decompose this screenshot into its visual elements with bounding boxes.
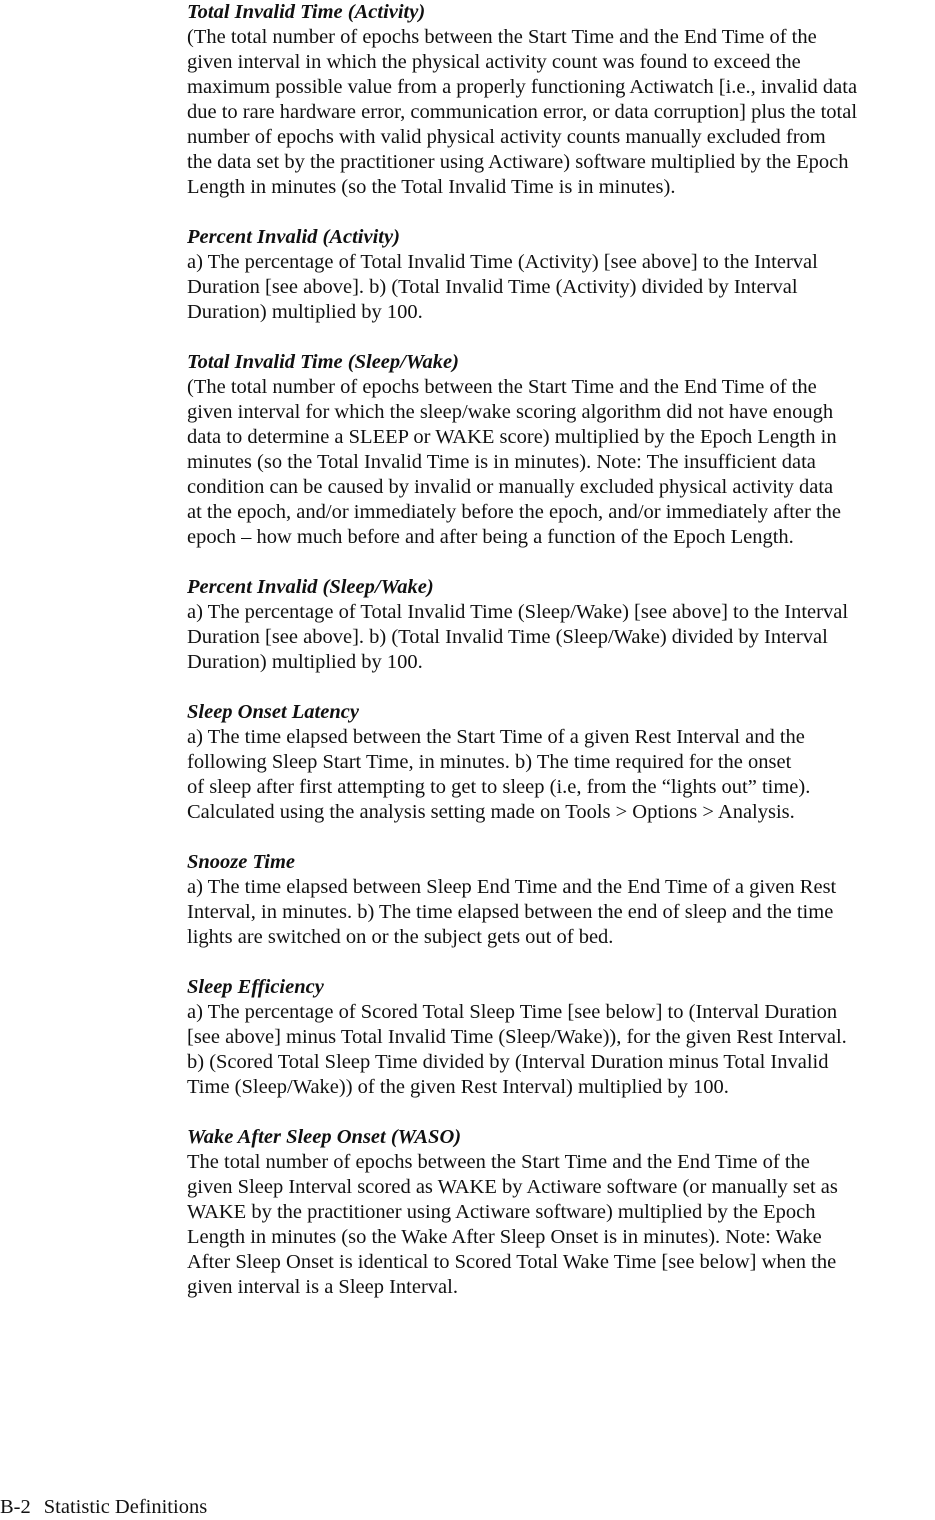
definition-term: Wake After Sleep Onset (WASO): [187, 1126, 462, 1148]
definition-term: Total Invalid Time (Activity): [187, 1, 426, 23]
definition-line: Calculated using the analysis setting made on Tools > Options > Analysis.: [187, 801, 795, 823]
definition-line: Length in minutes (so the Wake After Sleep Onset is in minutes). Note: Wake: [187, 1226, 822, 1248]
definition-line: condition can be caused by invalid or manually excluded physical activity data: [187, 476, 834, 498]
definition-line: Duration [see above]. b) (Total Invalid Time (Sleep/Wake) divided by Interval: [187, 626, 828, 648]
definition-line: given interval in which the physical activity count was found to exceed the: [187, 51, 801, 73]
definition-entry: [187, 0, 935, 200]
definition-line: Time (Sleep/Wake)) of the given Rest Interval) multiplied by 100.: [187, 1076, 729, 1098]
definition-line: due to rare hardware error, communication error, or data corruption] plus the total: [187, 101, 858, 123]
definition-line: Length in minutes (so the Total Invalid Time is in minutes).: [187, 176, 676, 198]
definition-line: WAKE by the practitioner using Actiware software) multiplied by the Epoch: [187, 1201, 816, 1223]
page-footer: [0, 1495, 207, 1520]
definition-entry: [187, 850, 935, 950]
definition-line: data to determine a SLEEP or WAKE score) multiplied by the Epoch Length in: [187, 426, 837, 448]
definition-line: [see above] minus Total Invalid Time (Sleep/Wake)), for the given Rest Interval.: [187, 1026, 847, 1048]
definition-line: Interval, in minutes. b) The time elapsed between the end of sleep and the time: [187, 901, 834, 923]
definition-line: lights are switched on or the subject gets out of bed.: [187, 926, 614, 948]
definition-entry: [187, 700, 935, 825]
definition-line: number of epochs with valid physical activity counts manually excluded from: [187, 126, 826, 148]
definition-line: epoch – how much before and after being a function of the Epoch Length.: [187, 526, 794, 548]
definition-line: a) The percentage of Total Invalid Time (Sleep/Wake) [see above] to the Interval: [187, 601, 849, 623]
definition-line: After Sleep Onset is identical to Scored Total Wake Time [see below] when the: [187, 1251, 837, 1273]
definition-line: a) The percentage of Scored Total Sleep Time [see below] to (Interval Duration: [187, 1001, 838, 1023]
definition-line: Duration) multiplied by 100.: [187, 651, 423, 673]
section-title: Statistic Definitions: [43, 1496, 208, 1518]
page-number: B-2: [0, 1496, 31, 1518]
definition-term: Snooze Time: [187, 851, 296, 873]
definition-line: at the epoch, and/or immediately before the epoch, and/or immediately after the: [187, 501, 842, 523]
definition-line: b) (Scored Total Sleep Time divided by (Interval Duration minus Total Invalid: [187, 1051, 829, 1073]
definition-line: minutes (so the Total Invalid Time is in minutes). Note: The insufficient data: [187, 451, 816, 473]
definition-line: (The total number of epochs between the Start Time and the End Time of the: [187, 26, 817, 48]
definition-term: Sleep Onset Latency: [187, 701, 359, 723]
definition-line: maximum possible value from a properly functioning Actiwatch [i.e., invalid data: [187, 76, 858, 98]
definition-entry: [187, 1125, 935, 1300]
definition-line: following Sleep Start Time, in minutes. b) The time required for the onset: [187, 751, 792, 773]
definition-line: The total number of epochs between the Start Time and the End Time of the: [187, 1151, 810, 1173]
definition-line: given interval is a Sleep Interval.: [187, 1276, 458, 1298]
definition-term: Sleep Efficiency: [187, 976, 324, 998]
definition-entry: [187, 350, 935, 550]
definition-line: a) The time elapsed between Sleep End Time and the End Time of a given Rest: [187, 876, 837, 898]
definition-term: Percent Invalid (Sleep/Wake): [187, 576, 434, 598]
definition-line: given Sleep Interval scored as WAKE by Actiware software (or manually set as: [187, 1176, 838, 1198]
definition-line: a) The percentage of Total Invalid Time (Activity) [see above] to the Interval: [187, 251, 818, 273]
definition-term: Percent Invalid (Activity): [187, 226, 400, 248]
definition-entry: [187, 225, 935, 325]
definition-term: Total Invalid Time (Sleep/Wake): [187, 351, 459, 373]
definition-line: a) The time elapsed between the Start Time of a given Rest Interval and the: [187, 726, 805, 748]
definition-entry: [187, 975, 935, 1100]
definition-line: the data set by the practitioner using Actiware) software multiplied by the Epoch: [187, 151, 849, 173]
definition-line: Duration [see above]. b) (Total Invalid Time (Activity) divided by Interval: [187, 276, 798, 298]
definitions-list: [187, 0, 935, 1325]
definition-line: of sleep after first attempting to get to sleep (i.e, from the “lights out” time).: [187, 776, 811, 798]
definition-line: (The total number of epochs between the Start Time and the End Time of the: [187, 376, 817, 398]
definition-entry: [187, 575, 935, 675]
definition-line: given interval for which the sleep/wake scoring algorithm did not have enough: [187, 401, 834, 423]
definition-line: Duration) multiplied by 100.: [187, 301, 423, 323]
